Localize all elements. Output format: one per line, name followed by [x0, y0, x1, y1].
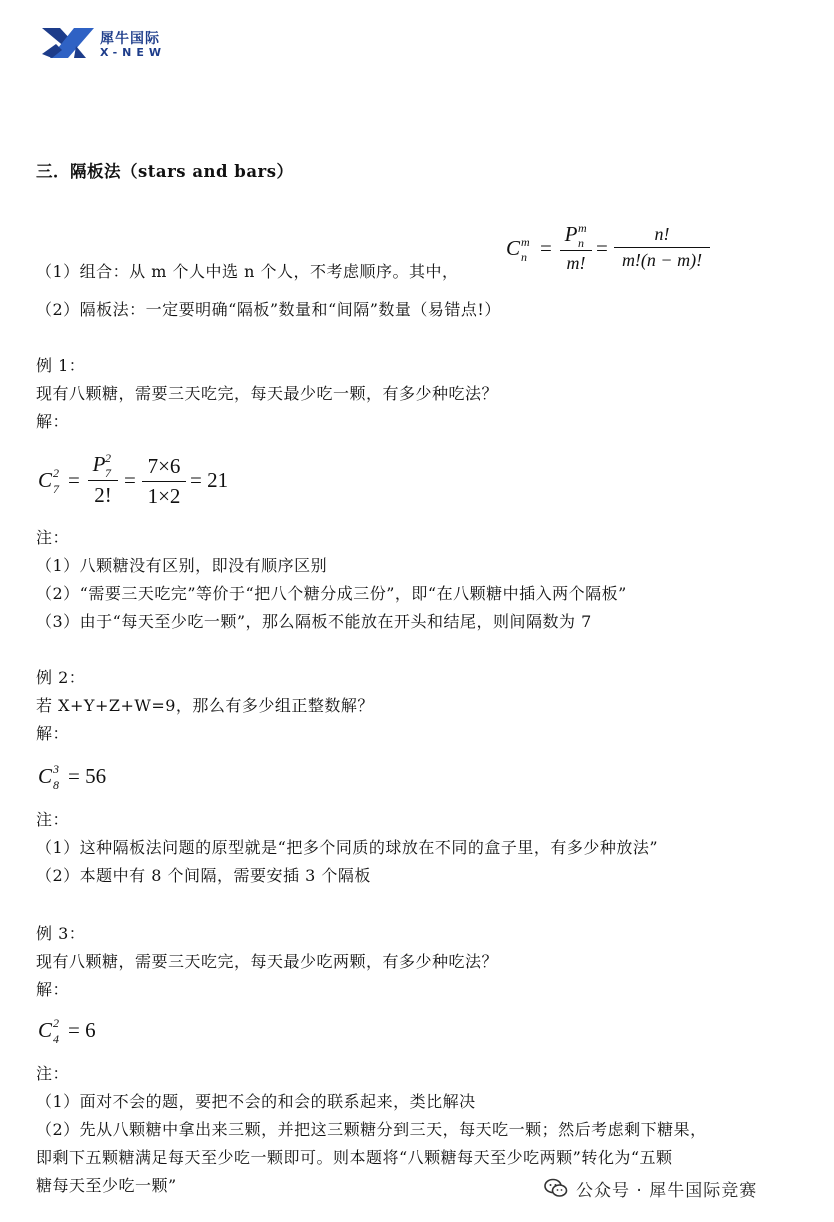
ex3-result: = 6	[68, 1018, 96, 1042]
ex1-note-1: （1）八颗糖没有区别，即没有顺序区别	[36, 556, 328, 575]
ex3-note-2: （2）先从八颗糖中拿出来三颗，并把这三颗糖分到三天，每天吃一颗；然后考虑剩下糖果，	[36, 1120, 707, 1139]
brand-logo	[38, 24, 178, 64]
ex1-note-label: 注：	[36, 528, 70, 547]
intro-c-sub: n	[521, 250, 527, 264]
ex3-note-3: 即剩下五颗糖满足每天至少吃一颗即可。则本题将“八颗糖每天至少吃两颗”转化为“五颗	[36, 1148, 673, 1167]
section-title: 三．隔板法（stars and bars）	[36, 162, 294, 181]
intro-c-sup: m	[521, 235, 530, 249]
intro-c: C	[506, 236, 521, 260]
ex1-c-sup: 2	[53, 466, 59, 480]
intro-eq2: =	[596, 236, 608, 260]
ex2-note-2: （2）本题中有 8 个间隔，需要安插 3 个隔板	[36, 866, 371, 885]
intro-eq1: =	[540, 236, 552, 260]
ex3-c: C	[38, 1018, 53, 1042]
intro-p-sup: m	[578, 221, 587, 235]
ex1-formula	[38, 452, 238, 512]
ex3-formula	[38, 1014, 158, 1050]
ex3-c-sup: 2	[53, 1016, 59, 1030]
x-new-logo-icon	[38, 24, 98, 62]
ex3-note-label: 注：	[36, 1064, 70, 1083]
intro-frac2	[614, 224, 710, 271]
ex1-p-sub: 7	[105, 466, 111, 480]
ex2-formula	[38, 760, 158, 796]
ex1-frac1	[88, 452, 118, 508]
logo-en-text: X-NEW	[100, 46, 167, 59]
ex1-note-2: （2）“需要三天吃完”等价于“把八个糖分成三份”，即“在八颗糖中插入两个隔板”	[36, 584, 627, 603]
ex3-note-1: （1）面对不会的题，要把不会的和会的联系起来，类比解决	[36, 1092, 476, 1111]
watermark-text: 公众号 · 犀牛国际竞赛	[576, 1181, 758, 1201]
ex1-eq1: =	[68, 468, 80, 492]
intro-p: P	[564, 222, 578, 246]
intro-p-sub: n	[578, 236, 584, 250]
wechat-watermark	[544, 1174, 824, 1202]
ex1-p: P	[92, 452, 106, 476]
logo-cn-text: 犀牛国际	[100, 31, 160, 47]
ex1-solution-label: 解：	[36, 412, 70, 431]
ex1-frac1-den: 2!	[94, 483, 112, 507]
ex1-frac2	[142, 454, 186, 509]
ex1-eq2: =	[124, 468, 136, 492]
intro-frac2-den: m!(n − m)!	[621, 250, 703, 270]
ex3-label: 例 3：	[36, 924, 86, 943]
ex2-question: 若 X+Y+Z+W=9，那么有多少组正整数解？	[36, 696, 374, 715]
ex2-note-1: （1）这种隔板法问题的原型就是“把多个同质的球放在不同的盒子里，有多少种放法”	[36, 838, 659, 857]
ex3-solution-label: 解：	[36, 980, 70, 999]
ex3-c-sub: 4	[53, 1032, 59, 1046]
ex1-p-sup: 2	[105, 451, 111, 465]
ex1-frac2-num: 7×6	[142, 454, 186, 482]
ex1-question: 现有八颗糖，需要三天吃完，每天最少吃一颗，有多少种吃法？	[36, 384, 499, 403]
intro-frac1-den: m!	[566, 253, 586, 273]
ex2-result: = 56	[68, 764, 107, 788]
wechat-icon	[544, 1177, 568, 1199]
ex1-label: 例 1：	[36, 356, 86, 375]
ex1-frac2-den: 1×2	[147, 484, 181, 508]
ex1-result: = 21	[190, 468, 229, 492]
intro-frac2-num: n!	[614, 224, 710, 248]
ex2-note-label: 注：	[36, 810, 70, 829]
intro-formula	[506, 222, 716, 282]
intro-line-1: （1）组合：从 m 个人中选 n 个人，不考虑顺序。其中，	[36, 262, 459, 281]
ex2-c-sup: 3	[53, 762, 59, 776]
ex2-c: C	[38, 764, 53, 788]
ex2-label: 例 2：	[36, 668, 86, 687]
ex1-c-sub: 7	[53, 482, 59, 496]
ex2-c-sub: 8	[53, 778, 59, 792]
ex2-solution-label: 解：	[36, 724, 70, 743]
intro-line-2: （2）隔板法：一定要明确“隔板”数量和“间隔”数量（易错点!）	[36, 300, 501, 319]
ex3-note-4: 糖每天至少吃一颗”	[36, 1176, 177, 1195]
intro-frac1	[560, 222, 592, 274]
ex1-c: C	[38, 468, 53, 492]
ex1-note-3: （3）由于“每天至少吃一颗”，那么隔板不能放在开头和结尾，则间隔数为 7	[36, 612, 592, 631]
ex3-question: 现有八颗糖，需要三天吃完，每天最少吃两颗，有多少种吃法？	[36, 952, 499, 971]
